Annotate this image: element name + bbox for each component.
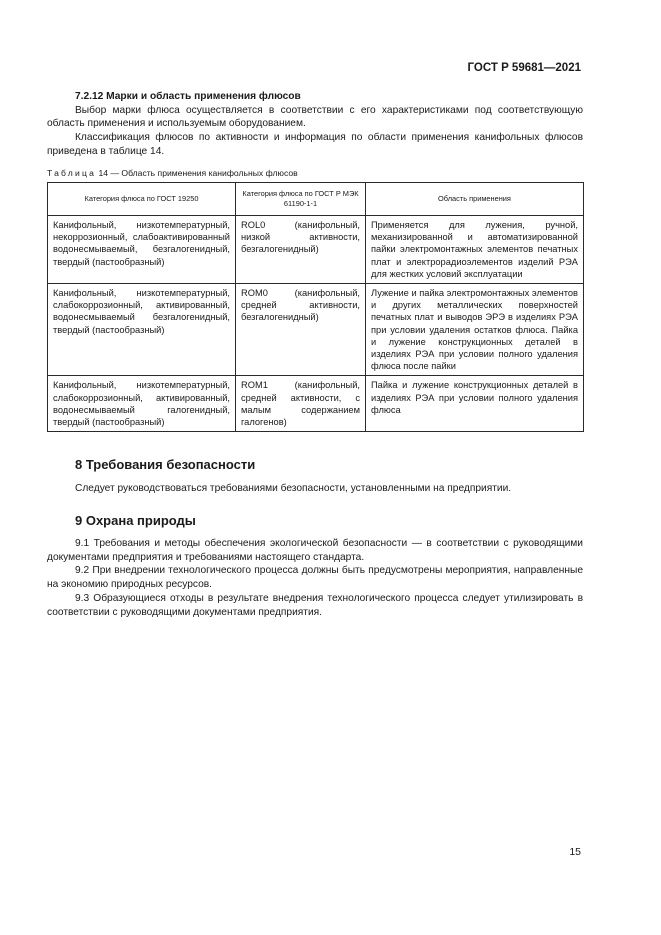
table-caption-text: 14 — Область применения канифольных флюсов xyxy=(98,168,298,178)
table-row xyxy=(48,284,584,376)
page-number: 15 xyxy=(569,846,581,858)
section-title: 7.2.12 Марки и область применения флюсов xyxy=(75,91,301,102)
section-9-title: 9 Охрана природы xyxy=(75,513,196,528)
header-cell: Категория флюса по ГОСТ Р МЭК 61190-1-1 xyxy=(236,183,366,216)
flux-table xyxy=(47,182,584,432)
table-cell: ROM1 (канифольный, средней активности, с малым содержанием галогенов) xyxy=(236,376,366,432)
section-7-2-12 xyxy=(47,90,583,159)
table-cell: Применяется для лужения, ручной, механизированной и автоматизированной пайки электромонтажных элементов печатных плат и электрорадиоэлементов изделий РЭА для жестких условий эксплуатации xyxy=(366,216,584,284)
header-cell: Область применения xyxy=(366,183,584,216)
table-row xyxy=(48,216,584,284)
paragraph: 9.1 Требования и методы обеспечения экологической безопасности — в соответствии с руководящими документами предприятия и требованиями настоящего стандарта. xyxy=(47,538,583,563)
table-cell: Канифольный, низкотемпературный, слабокоррозионный, активированный, водонесмываемый безгалогенидный, твердый (пастообразный) xyxy=(48,284,236,376)
table-cell: Канифольный, низкотемпературный, некоррозионный, слабоактивированный водонесмываемый, безгалогенидный, твердый (пастообразный) xyxy=(48,216,236,284)
table-cell: ROL0 (канифольный, низкой активности, безгалогенидный) xyxy=(236,216,366,284)
table-cell: Пайка и лужение конструкционных деталей в изделиях РЭА при условии полного удаления флюса xyxy=(366,376,584,432)
paragraph: Классификация флюсов по активности и информация по области применения канифольных флюсов приведена в таблице 14. xyxy=(47,132,583,157)
section-8-paragraph: Следует руководствоваться требованиями безопасности, установленными на предприятии. xyxy=(75,483,512,494)
section-8-title: 8 Требования безопасности xyxy=(75,457,256,472)
header-cell: Категория флюса по ГОСТ 19250 xyxy=(48,183,236,216)
table-row xyxy=(48,376,584,432)
table-cell: ROM0 (канифольный, средней активности, безгалогенидный) xyxy=(236,284,366,376)
document-code: ГОСТ Р 59681—2021 xyxy=(467,62,581,74)
table-caption-label: Таблица xyxy=(47,168,97,178)
paragraph: Выбор марки флюса осуществляется в соответствии с его характеристиками под соответствующую область применения и используемым оборудованием. xyxy=(47,104,583,130)
section-9-body xyxy=(47,537,583,619)
table-header-row xyxy=(48,183,584,216)
paragraph: 9.3 Образующиеся отходы в результате внедрения технологического процесса следует утилизировать в соответствии с руководящими документами предприятия. xyxy=(47,592,583,618)
paragraph: 9.2 При внедрении технологического процесса должны быть предусмотрены мероприятия, направленные на экономию природных ресурсов. xyxy=(47,565,583,591)
table-cell: Канифольный, низкотемпературный, слабокоррозионный, активированный, водонесмываемый галогенидный, твердый (пастообразный) xyxy=(48,376,236,432)
table-caption xyxy=(47,168,298,178)
table-cell: Лужение и пайка электромонтажных элементов и других металлических поверхностей печатных плат и выводов ЭРЭ в изделиях РЭА при условии удаления остатков флюса. Пайка и лужение конструкционных деталей в изделиях РЭА при условии полного удаления флюса после пайки xyxy=(366,284,584,376)
